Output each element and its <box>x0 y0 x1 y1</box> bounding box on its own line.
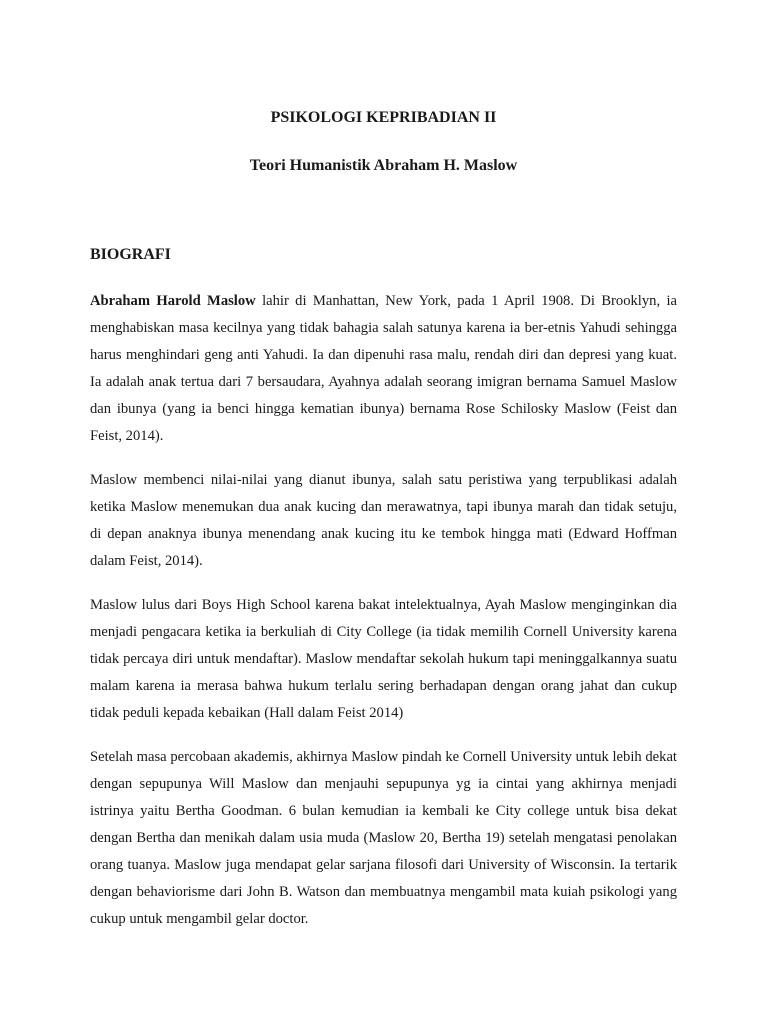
document-title: PSIKOLOGI KEPRIBADIAN II <box>270 109 497 126</box>
paragraph-3 <box>90 592 677 727</box>
paragraph-4 <box>90 744 677 933</box>
paragraph-1 <box>90 288 677 450</box>
paragraph-3-text: Maslow lulus dari Boys High School karena bakat intelektualnya, Ayah Maslow menginginkan dia menjadi pengacara ketika ia berkuliah di City College (ia tidak memilih Cornell University karena tidak percaya diri untuk mendaftar). Maslow mendaftar sekolah hukum tapi meninggalkannya suatu malam karena ia merasa bahwa hukum terlalu sering berhadapan dengan orang jahat dan cukup tidak peduli kepada kebaikan (Hall dalam Feist 2014) <box>90 597 677 721</box>
paragraph-1-lead-name: Abraham Harold Maslow <box>90 293 256 309</box>
paragraph-4-text: Setelah masa percobaan akademis, akhirnya Maslow pindah ke Cornell University untuk lebih dekat dengan sepupunya Will Maslow dan menjauhi sepupunya yg ia cintai yang akhirnya menjadi istrinya yaitu Bertha Goodman. 6 bulan kemudian ia kembali ke City college untuk bisa dekat dengan Bertha dan menikah dalam usia muda (Maslow 20, Bertha 19) setelah mengatasi penolakan orang tuanya. Maslow juga mendapat gelar sarjana filosofi dari University of Wisconsin. Ia tertarik dengan behaviorisme dari John B. Watson dan membuatnya mengambil mata kuiah psikologi yang cukup untuk mengambil gelar doctor. <box>90 749 677 927</box>
document-subtitle: Teori Humanistik Abraham H. Maslow <box>249 157 518 174</box>
paragraph-2 <box>90 467 677 575</box>
document-body <box>90 288 677 950</box>
paragraph-1-text: lahir di Manhattan, New York, pada 1 April 1908. Di Brooklyn, ia menghabiskan masa kecilnya yang tidak bahagia salah satunya karena ia ber-etnis Yahudi sehingga harus menghindari geng anti Yahudi. Ia dan dipenuhi rasa malu, rendah diri dan depresi yang kuat. Ia adalah anak tertua dari 7 bersaudara, Ayahnya adalah seorang imigran bernama Samuel Maslow dan ibunya (yang ia benci hingga kematian ibunya) bernama Rose Schilosky Maslow (Feist dan Feist, 2014). <box>90 293 677 444</box>
paragraph-2-text: Maslow membenci nilai-nilai yang dianut ibunya, salah satu peristiwa yang terpublikasi adalah ketika Maslow menemukan dua anak kucing dan merawatnya, tapi ibunya marah dan tidak setuju, di depan anaknya ibunya menendang anak kucing itu ke tembok hingga mati (Edward Hoffman dalam Feist, 2014). <box>90 472 677 569</box>
section-heading-biografi: BIOGRAFI <box>90 246 171 263</box>
